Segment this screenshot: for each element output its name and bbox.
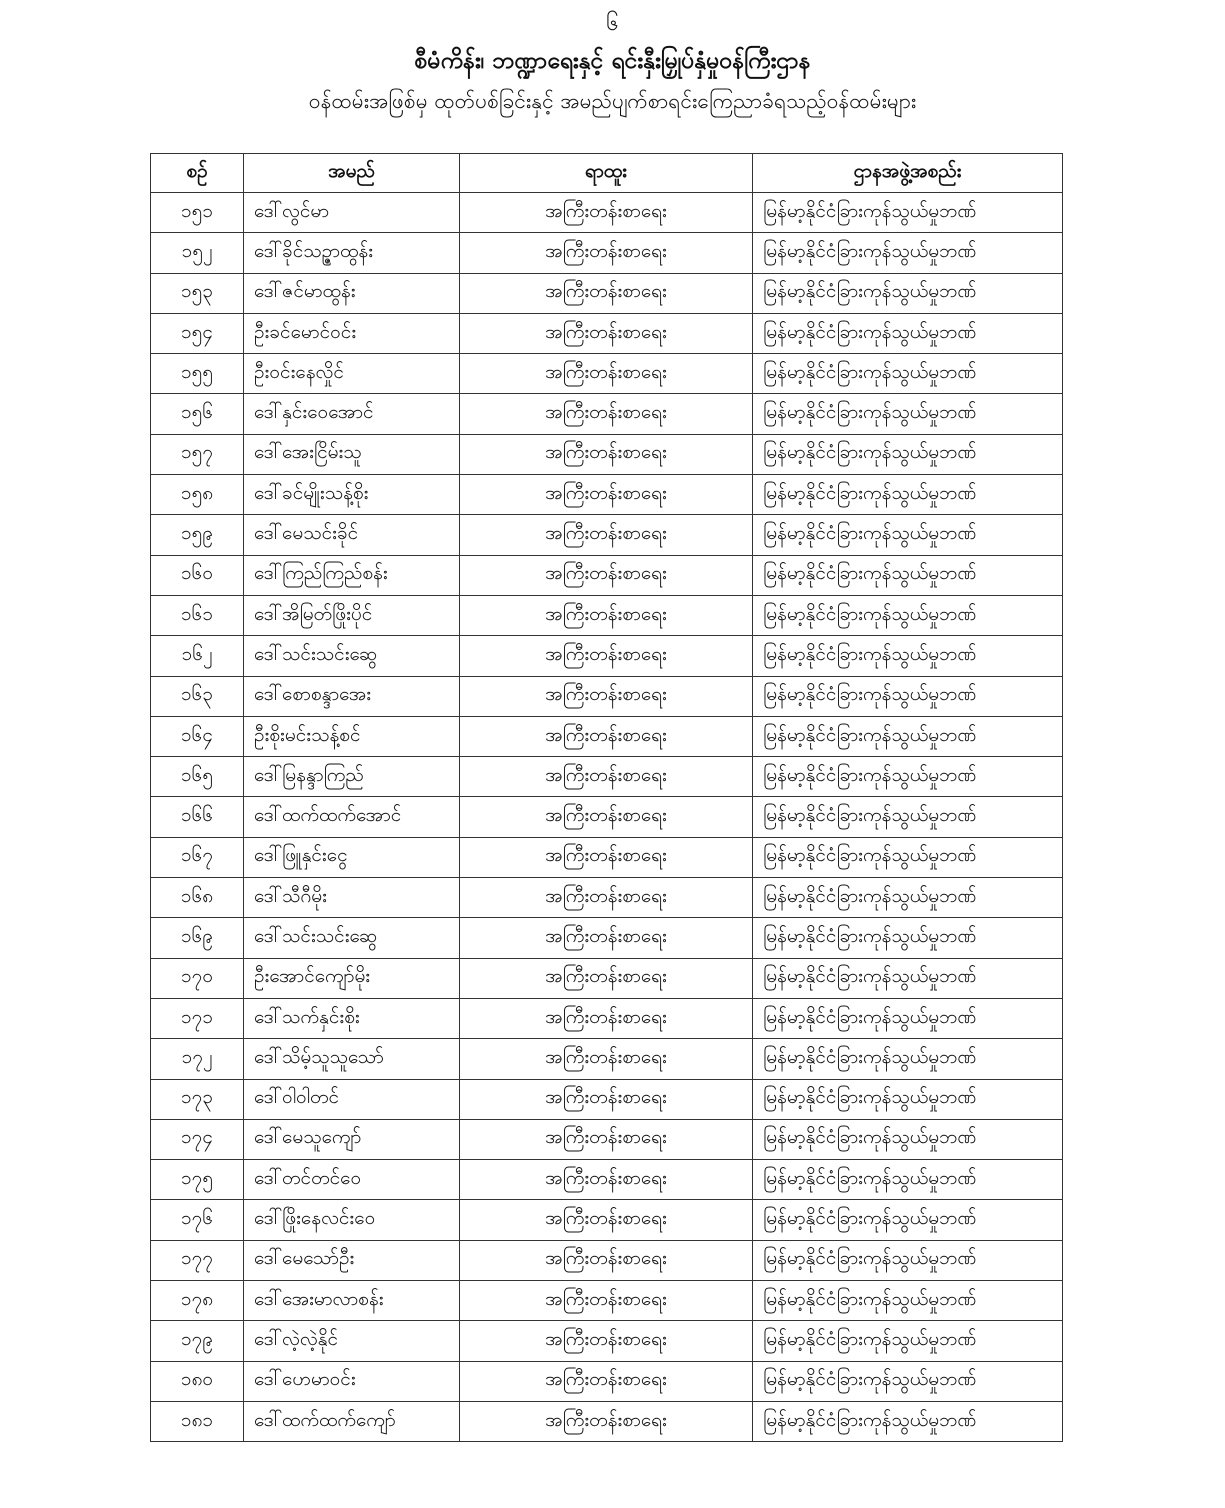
cell-department: မြန်မာ့နိုင်ငံခြားကုန်သွယ်မှုဘဏ်	[753, 757, 1063, 797]
cell-name: ဒေါ်အိမြတ်ဖြိုးပိုင်	[244, 595, 460, 635]
cell-department: မြန်မာ့နိုင်ငံခြားကုန်သွယ်မှုဘဏ်	[753, 716, 1063, 756]
cell-department: မြန်မာ့နိုင်ငံခြားကုန်သွယ်မှုဘဏ်	[753, 1200, 1063, 1240]
cell-name: ဒေါ်သီဂီမိုး	[244, 878, 460, 918]
cell-rank: အကြီးတန်းစာရေး	[460, 716, 753, 756]
cell-name: ဒေါ်သက်နှင်းစိုး	[244, 998, 460, 1038]
cell-serial-number: ၁၇၃	[151, 1079, 244, 1119]
cell-serial-number: ၁၆၁	[151, 595, 244, 635]
cell-serial-number: ၁၆၆	[151, 797, 244, 837]
cell-name: ဒေါ်ဖြူနှင်းငွေ	[244, 837, 460, 877]
table-row	[151, 595, 1063, 635]
cell-rank: အကြီးတန်းစာရေး	[460, 676, 753, 716]
table-row	[151, 797, 1063, 837]
cell-department: မြန်မာ့နိုင်ငံခြားကုန်သွယ်မှုဘဏ်	[753, 273, 1063, 313]
cell-serial-number: ၁၆၈	[151, 878, 244, 918]
cell-rank: အကြီးတန်းစာရေး	[460, 595, 753, 635]
cell-name: ဒေါ်သိမ့်သူသူသော်	[244, 1039, 460, 1079]
cell-name: ဒေါ်ဇင်မာထွန်း	[244, 273, 460, 313]
table-row	[151, 354, 1063, 394]
cell-department: မြန်မာ့နိုင်ငံခြားကုန်သွယ်မှုဘဏ်	[753, 1039, 1063, 1079]
document-title: စီမံကိန်း၊ ဘဏ္ဍာရေးနှင့် ရင်းနှီးမြှုပ်နှံမှုဝန်ကြီးဌာန	[414, 48, 811, 74]
cell-name: ဒေါ်လွင်မာ	[244, 193, 460, 233]
cell-rank: အကြီးတန်းစာရေး	[460, 1200, 753, 1240]
cell-rank: အကြီးတန်းစာရေး	[460, 475, 753, 515]
cell-department: မြန်မာ့နိုင်ငံခြားကုန်သွယ်မှုဘဏ်	[753, 193, 1063, 233]
table-row	[151, 555, 1063, 595]
cell-name: ဒေါ်အေးငြိမ်းသူ	[244, 434, 460, 474]
cell-rank: အကြီးတန်းစာရေး	[460, 233, 753, 273]
cell-department: မြန်မာ့နိုင်ငံခြားကုန်သွယ်မှုဘဏ်	[753, 1119, 1063, 1159]
table-row	[151, 958, 1063, 998]
cell-rank: အကြီးတန်းစာရေး	[460, 1361, 753, 1401]
document-subtitle: ဝန်ထမ်းအဖြစ်မှ ထုတ်ပစ်ခြင်းနှင့် အမည်ပျက်စာရင်းကြေညာခံရသည့်ဝန်ထမ်းများ	[308, 89, 917, 113]
cell-serial-number: ၁၈၀	[151, 1361, 244, 1401]
cell-name: ဦးအောင်ကျော်မိုး	[244, 958, 460, 998]
cell-department: မြန်မာ့နိုင်ငံခြားကုန်သွယ်မှုဘဏ်	[753, 998, 1063, 1038]
table-row	[151, 757, 1063, 797]
cell-department: မြန်မာ့နိုင်ငံခြားကုန်သွယ်မှုဘဏ်	[753, 918, 1063, 958]
page-number: ၆	[606, 11, 619, 36]
cell-rank: အကြီးတန်းစာရေး	[460, 555, 753, 595]
cell-department: မြန်မာ့နိုင်ငံခြားကုန်သွယ်မှုဘဏ်	[753, 1240, 1063, 1280]
cell-serial-number: ၁၆၀	[151, 555, 244, 595]
cell-name: ဒေါ်မြနန္ဒာကြည်	[244, 757, 460, 797]
cell-department: မြန်မာ့နိုင်ငံခြားကုန်သွယ်မှုဘဏ်	[753, 233, 1063, 273]
cell-serial-number: ၁၆၃	[151, 676, 244, 716]
cell-serial-number: ၁၅၈	[151, 475, 244, 515]
cell-serial-number: ၁၇၂	[151, 1039, 244, 1079]
table-row	[151, 193, 1063, 233]
table-body	[151, 193, 1063, 1442]
cell-serial-number: ၁၆၅	[151, 757, 244, 797]
cell-department: မြန်မာ့နိုင်ငံခြားကုန်သွယ်မှုဘဏ်	[753, 1361, 1063, 1401]
cell-name: ဒေါ်မေသော်ဦး	[244, 1240, 460, 1280]
cell-serial-number: ၁၇၀	[151, 958, 244, 998]
table-row	[151, 313, 1063, 353]
cell-rank: အကြီးတန်းစာရေး	[460, 636, 753, 676]
table-row	[151, 1119, 1063, 1159]
table-row	[151, 918, 1063, 958]
cell-serial-number: ၁၇၉	[151, 1321, 244, 1361]
table-row	[151, 273, 1063, 313]
cell-department: မြန်မာ့နိုင်ငံခြားကုန်သွယ်မှုဘဏ်	[753, 555, 1063, 595]
cell-name: ဒေါ်မေသင်းခိုင်	[244, 515, 460, 555]
cell-rank: အကြီးတန်းစာရေး	[460, 1160, 753, 1200]
cell-serial-number: ၁၆၉	[151, 918, 244, 958]
cell-serial-number: ၁၇၆	[151, 1200, 244, 1240]
cell-department: မြန်မာ့နိုင်ငံခြားကုန်သွယ်မှုဘဏ်	[753, 475, 1063, 515]
cell-rank: အကြီးတန်းစာရေး	[460, 1119, 753, 1159]
cell-name: ဒေါ်လဲ့လဲ့နိုင်	[244, 1321, 460, 1361]
cell-name: ဦးဝင်းနေလှိုင်	[244, 354, 460, 394]
cell-name: ဒေါ်တင်တင်ဝေ	[244, 1160, 460, 1200]
cell-department: မြန်မာ့နိုင်ငံခြားကုန်သွယ်မှုဘဏ်	[753, 676, 1063, 716]
cell-rank: အကြီးတန်းစာရေး	[460, 1321, 753, 1361]
header-serial-number: စဉ်	[151, 154, 244, 193]
cell-serial-number: ၁၇၇	[151, 1240, 244, 1280]
cell-department: မြန်မာ့နိုင်ငံခြားကုန်သွယ်မှုဘဏ်	[753, 1281, 1063, 1321]
cell-rank: အကြီးတန်းစာရေး	[460, 394, 753, 434]
cell-name: ဒေါ်သင်းသင်းဆွေ	[244, 918, 460, 958]
table-row	[151, 878, 1063, 918]
cell-rank: အကြီးတန်းစာရေး	[460, 193, 753, 233]
cell-rank: အကြီးတန်းစာရေး	[460, 1079, 753, 1119]
cell-serial-number: ၁၆၄	[151, 716, 244, 756]
cell-department: မြန်မာ့နိုင်ငံခြားကုန်သွယ်မှုဘဏ်	[753, 837, 1063, 877]
table-row	[151, 1079, 1063, 1119]
cell-department: မြန်မာ့နိုင်ငံခြားကုန်သွယ်မှုဘဏ်	[753, 878, 1063, 918]
cell-rank: အကြီးတန်းစာရေး	[460, 958, 753, 998]
cell-serial-number: ၁၅၃	[151, 273, 244, 313]
table-row	[151, 1321, 1063, 1361]
cell-name: ဒေါ်မေသူကျော်	[244, 1119, 460, 1159]
cell-name: ဒေါ်ထက်ထက်ကျော်	[244, 1401, 460, 1441]
cell-name: ဒေါ်ကြည်ကြည်စန်း	[244, 555, 460, 595]
cell-serial-number: ၁၅၆	[151, 394, 244, 434]
header-name: အမည်	[244, 154, 460, 193]
table-row	[151, 1160, 1063, 1200]
cell-rank: အကြီးတန်းစာရေး	[460, 1401, 753, 1441]
table-row	[151, 1240, 1063, 1280]
cell-name: ဦးစိုးမင်းသန့်စင်	[244, 716, 460, 756]
cell-rank: အကြီးတန်းစာရေး	[460, 1240, 753, 1280]
cell-department: မြန်မာ့နိုင်ငံခြားကုန်သွယ်မှုဘဏ်	[753, 1160, 1063, 1200]
cell-department: မြန်မာ့နိုင်ငံခြားကုန်သွယ်မှုဘဏ်	[753, 636, 1063, 676]
cell-name: ဒေါ်ထက်ထက်အောင်	[244, 797, 460, 837]
cell-serial-number: ၁၇၁	[151, 998, 244, 1038]
table-row	[151, 1281, 1063, 1321]
table-row	[151, 515, 1063, 555]
staff-table	[150, 153, 1063, 1442]
cell-rank: အကြီးတန်းစာရေး	[460, 1281, 753, 1321]
cell-department: မြန်မာ့နိုင်ငံခြားကုန်သွယ်မှုဘဏ်	[753, 313, 1063, 353]
table-row	[151, 1200, 1063, 1240]
cell-rank: အကြီးတန်းစာရေး	[460, 797, 753, 837]
cell-department: မြန်မာ့နိုင်ငံခြားကုန်သွယ်မှုဘဏ်	[753, 595, 1063, 635]
cell-rank: အကြီးတန်းစာရေး	[460, 313, 753, 353]
cell-department: မြန်မာ့နိုင်ငံခြားကုန်သွယ်မှုဘဏ်	[753, 1321, 1063, 1361]
table-header-row	[151, 154, 1063, 193]
cell-serial-number: ၁၅၄	[151, 313, 244, 353]
cell-serial-number: ၁၈၁	[151, 1401, 244, 1441]
cell-serial-number: ၁၅၂	[151, 233, 244, 273]
table-row	[151, 716, 1063, 756]
cell-serial-number: ၁၅၁	[151, 193, 244, 233]
cell-name: ဒေါ်စောစန္ဒာအေး	[244, 676, 460, 716]
cell-serial-number: ၁၆၂	[151, 636, 244, 676]
cell-department: မြန်မာ့နိုင်ငံခြားကုန်သွယ်မှုဘဏ်	[753, 354, 1063, 394]
cell-rank: အကြီးတန်းစာရေး	[460, 998, 753, 1038]
cell-name: ဒေါ်ဖြိုးနေလင်းဝေ	[244, 1200, 460, 1240]
cell-department: မြန်မာ့နိုင်ငံခြားကုန်သွယ်မှုဘဏ်	[753, 1079, 1063, 1119]
cell-department: မြန်မာ့နိုင်ငံခြားကုန်သွယ်မှုဘဏ်	[753, 1401, 1063, 1441]
cell-name: ဒေါ်ဝါဝါတင်	[244, 1079, 460, 1119]
cell-name: ဦးခင်မောင်ဝင်း	[244, 313, 460, 353]
cell-serial-number: ၁၆၇	[151, 837, 244, 877]
cell-department: မြန်မာ့နိုင်ငံခြားကုန်သွယ်မှုဘဏ်	[753, 394, 1063, 434]
cell-rank: အကြီးတန်းစာရေး	[460, 757, 753, 797]
table-row	[151, 1039, 1063, 1079]
header-rank: ရာထူး	[460, 154, 753, 193]
table-row	[151, 475, 1063, 515]
cell-serial-number: ၁၇၄	[151, 1119, 244, 1159]
table-row	[151, 837, 1063, 877]
cell-department: မြန်မာ့နိုင်ငံခြားကုန်သွယ်မှုဘဏ်	[753, 958, 1063, 998]
table-row	[151, 676, 1063, 716]
table-row	[151, 1401, 1063, 1441]
cell-serial-number: ၁၅၅	[151, 354, 244, 394]
cell-serial-number: ၁၅၉	[151, 515, 244, 555]
table-row	[151, 998, 1063, 1038]
table-row	[151, 233, 1063, 273]
cell-rank: အကြီးတန်းစာရေး	[460, 434, 753, 474]
cell-rank: အကြီးတန်းစာရေး	[460, 878, 753, 918]
cell-rank: အကြီးတန်းစာရေး	[460, 515, 753, 555]
cell-rank: အကြီးတန်းစာရေး	[460, 354, 753, 394]
table-row	[151, 394, 1063, 434]
cell-rank: အကြီးတန်းစာရေး	[460, 1039, 753, 1079]
cell-serial-number: ၁၅၇	[151, 434, 244, 474]
cell-department: မြန်မာ့နိုင်ငံခြားကုန်သွယ်မှုဘဏ်	[753, 515, 1063, 555]
cell-serial-number: ၁၇၈	[151, 1281, 244, 1321]
cell-name: ဒေါ်ခိုင်သဥ္ဇာထွန်း	[244, 233, 460, 273]
cell-rank: အကြီးတန်းစာရေး	[460, 273, 753, 313]
cell-rank: အကြီးတန်းစာရေး	[460, 837, 753, 877]
header-department: ဌာနအဖွဲ့အစည်း	[753, 154, 1063, 193]
cell-rank: အကြီးတန်းစာရေး	[460, 918, 753, 958]
table-row	[151, 1361, 1063, 1401]
table-row	[151, 636, 1063, 676]
cell-department: မြန်မာ့နိုင်ငံခြားကုန်သွယ်မှုဘဏ်	[753, 434, 1063, 474]
table-row	[151, 434, 1063, 474]
cell-serial-number: ၁၇၅	[151, 1160, 244, 1200]
cell-name: ဒေါ်အေးမာလာစန်း	[244, 1281, 460, 1321]
cell-department: မြန်မာ့နိုင်ငံခြားကုန်သွယ်မှုဘဏ်	[753, 797, 1063, 837]
cell-name: ဒေါ်ခင်မျိုးသန့်စိုး	[244, 475, 460, 515]
cell-name: ဒေါ်သင်းသင်းဆွေ	[244, 636, 460, 676]
cell-name: ဒေါ်ဟေမာဝင်း	[244, 1361, 460, 1401]
cell-name: ဒေါ်နှင်းဝေအောင်	[244, 394, 460, 434]
